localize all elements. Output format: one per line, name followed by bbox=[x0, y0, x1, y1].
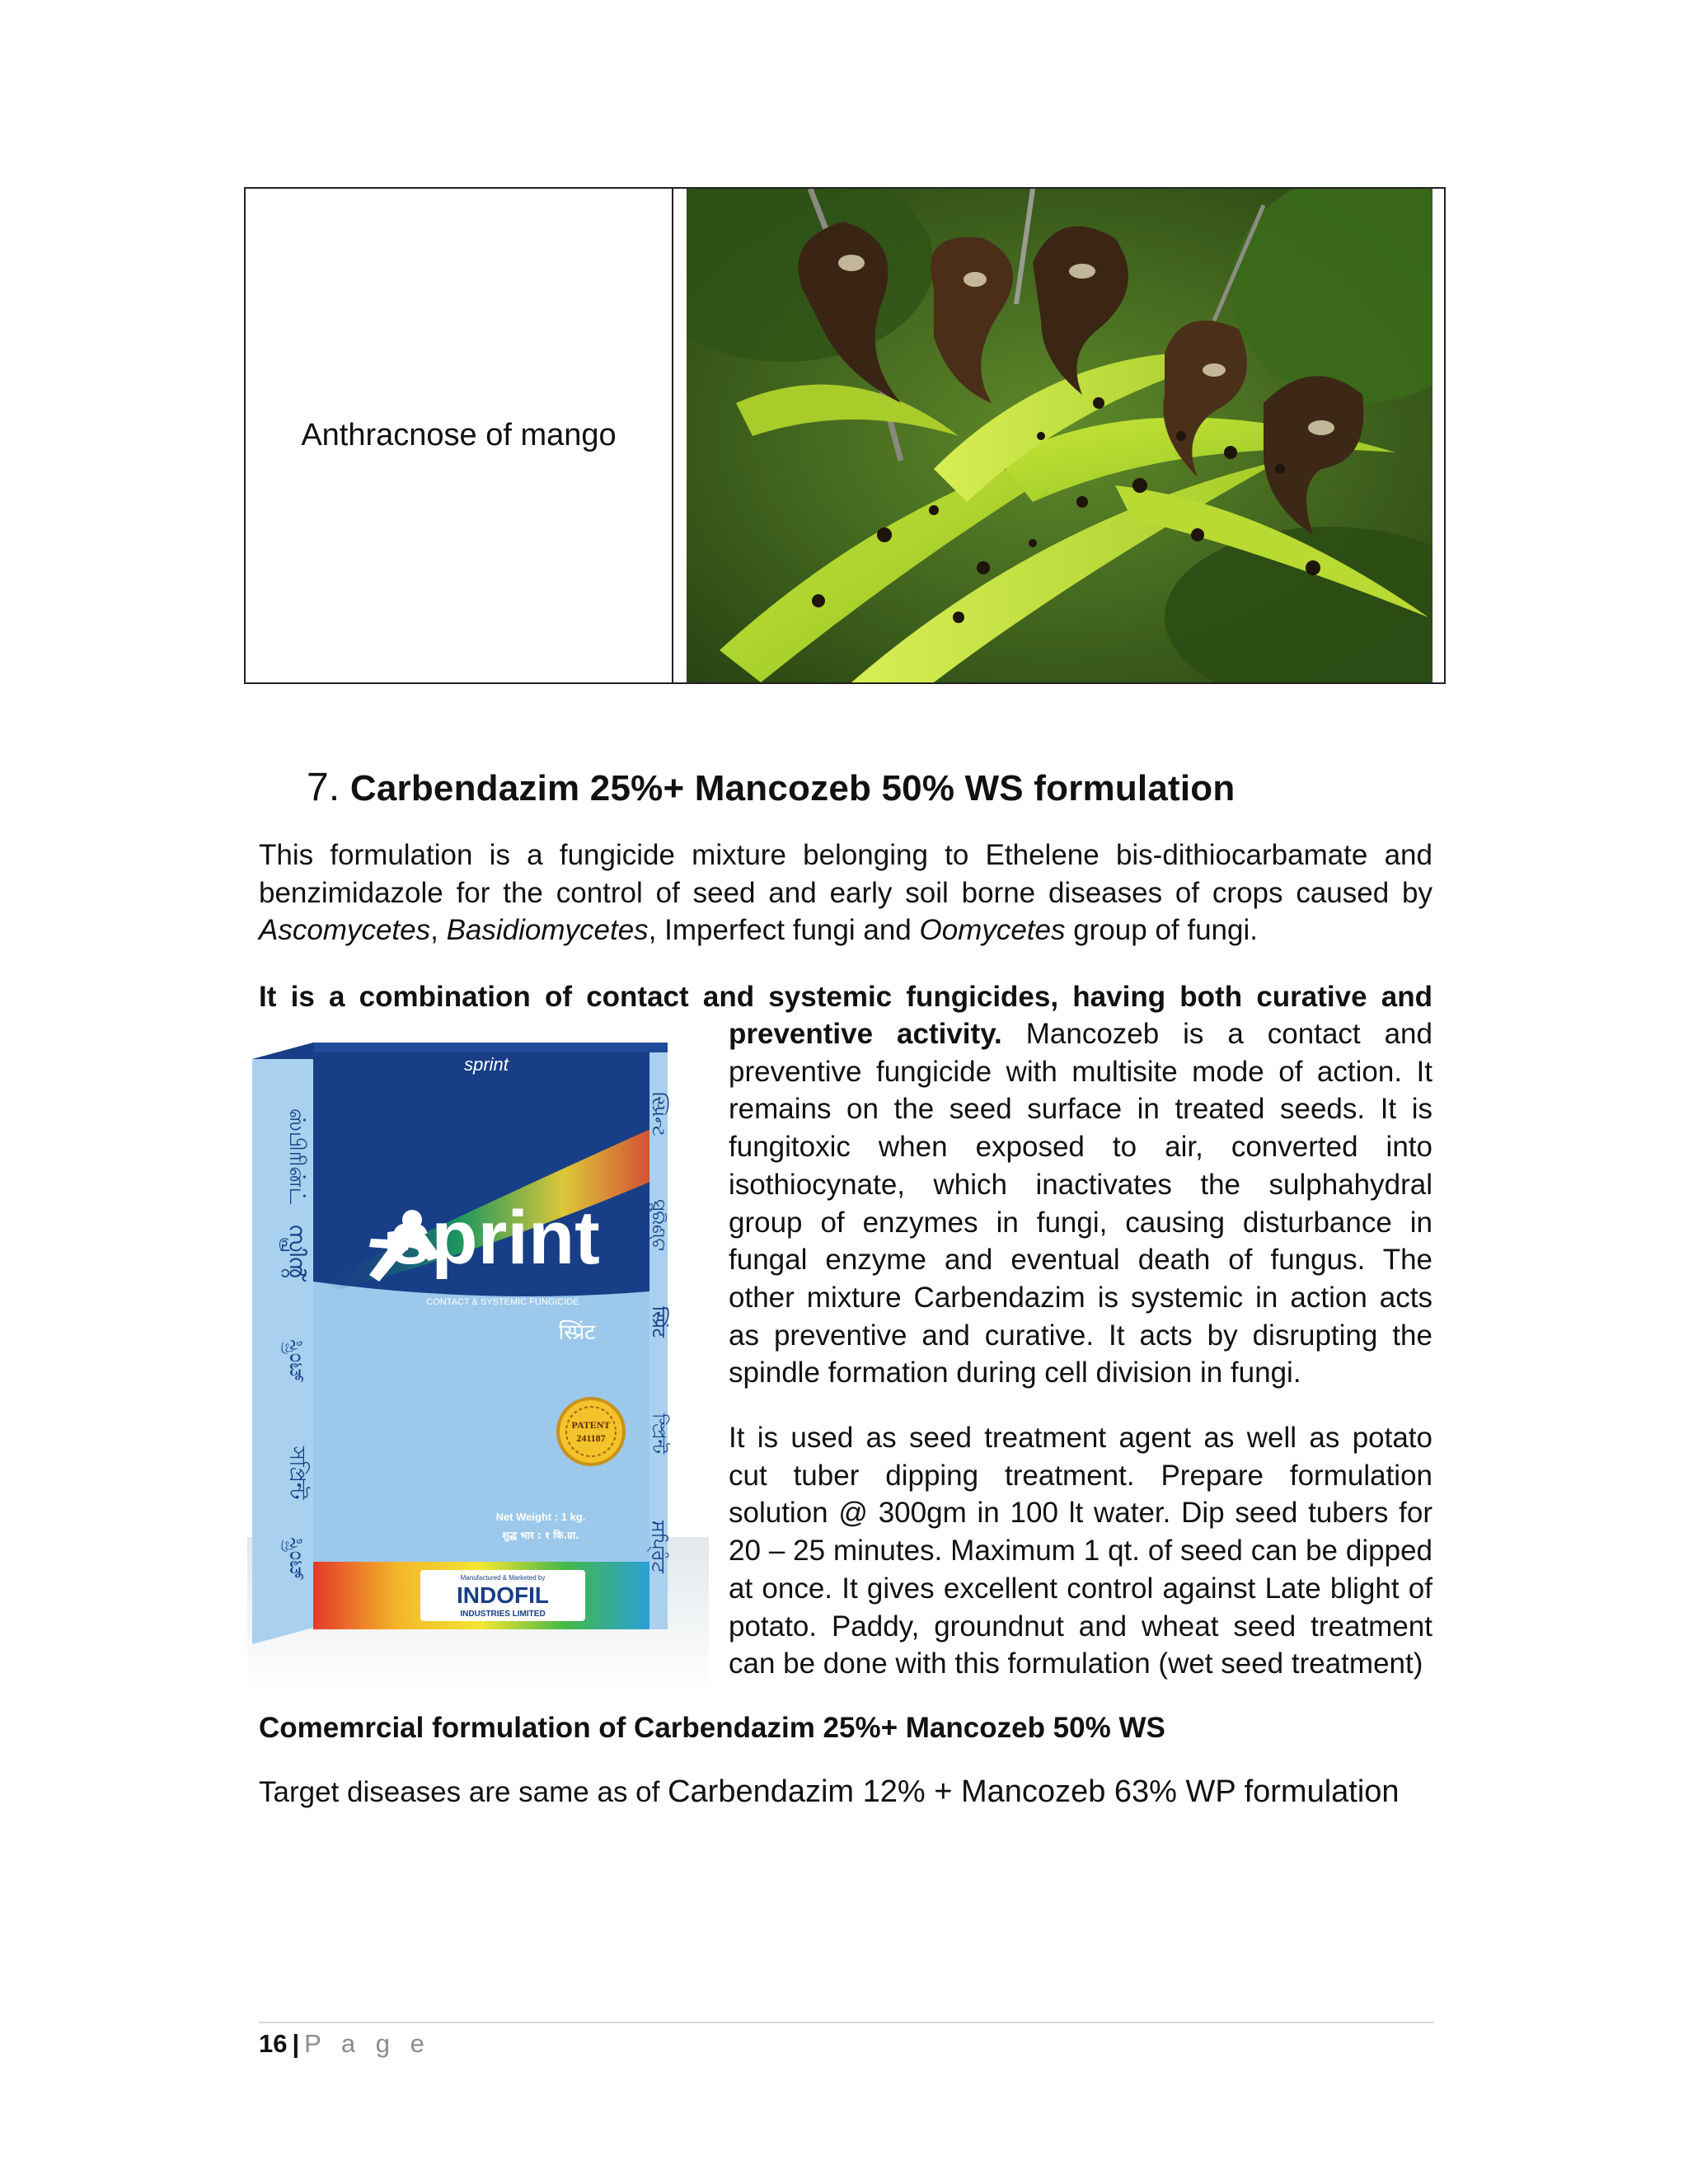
section-title: Carbendazim 25%+ Mancozeb 50% WS formulation bbox=[349, 768, 1236, 808]
disease-label: Anthracnose of mango bbox=[301, 418, 617, 452]
right-script-2: ସ୍ପ୍ରିଣ୍ଟ bbox=[648, 1199, 668, 1251]
footer-rule bbox=[259, 2022, 1434, 2023]
combination-text: Mancozeb is a contact and preventive fungicide with multisite mode of action. It remains on the seed surface in treated seeds. It is fungitoxic when exposed to air, converted into isothiocynate, which inactivates the sulphahydral group of enzymes in fungi, causing disturbance in fungal enzyme and eventual death of fungus. The other mixture Carbendazim is systemic in action acts as preventive and curative. It acts by disrupting the spindle formation during cell division in fungi. bbox=[729, 1018, 1432, 1390]
footer-separator: | bbox=[292, 2029, 300, 2058]
page-word: P a g e bbox=[304, 2029, 431, 2058]
combination-paragraph bbox=[729, 1015, 1432, 1392]
right-script-5: ਸਪ੍ਰਿੰਟ bbox=[648, 1521, 668, 1573]
intro-text-2: , Imperfect fungi and bbox=[648, 914, 920, 947]
preventive-activity: preventive activity. bbox=[729, 1018, 1002, 1050]
section-heading bbox=[307, 765, 1235, 810]
page-footer bbox=[259, 2029, 431, 2059]
intro-paragraph bbox=[259, 837, 1432, 949]
intro-basidiomycetes: Basidiomycetes bbox=[446, 914, 649, 947]
leaf-illustration bbox=[687, 189, 1432, 682]
box-net-weight: Net Weight : 1 kg. bbox=[495, 1511, 586, 1523]
left-script-4: সপ্রিন্ট bbox=[284, 1446, 309, 1500]
right-script-4: স্প্রিন্ট bbox=[648, 1413, 668, 1454]
usage-paragraph: It is used as seed treatment agent as well as potato cut tuber dipping treatment. Prepare formulation solution @ 300gm in 100 lt water. Dip seed tubers for 20 – 25 minutes. Maximum 1 qt. of seed can be dipped at once. It gives excellent control against Late blight of potato. Paddy, groundnut and wheat seed treatment can be done with this formulation (wet seed treatment) bbox=[729, 1422, 1432, 1680]
box-sub-brand: CONTACT & SYSTEMIC FUNGICIDE bbox=[426, 1297, 579, 1307]
box-net-weight-hindi: शुद्ध भार : १ कि.ग्रा. bbox=[502, 1530, 579, 1541]
target-diseases bbox=[259, 1774, 1400, 1810]
page-number: 16 bbox=[259, 2029, 288, 2058]
intro-text-1: This formulation is a fungicide mixture belonging to Ethelene bis-dithiocarbamate and benzimidazole for the control of seed and early soil borne diseases of crops caused by bbox=[259, 839, 1432, 909]
box-manufacturer-line: Manufactured & Marketed by bbox=[460, 1574, 546, 1582]
right-script-1: સ્પ્રિન્ટ bbox=[648, 1092, 668, 1137]
right-script-3: स्प्रिंट bbox=[648, 1306, 668, 1338]
left-script-1: ஸ்பிரின்ட் bbox=[284, 1108, 309, 1205]
box-manufacturer-sub: INDUSTRIES LIMITED bbox=[460, 1610, 546, 1619]
target-product: Carbendazim 12% + Mancozeb 63% WP formulation bbox=[668, 1774, 1400, 1809]
anthracnose-mango-photo bbox=[687, 189, 1432, 682]
intro-ascomycetes: Ascomycetes bbox=[259, 914, 431, 947]
patent-number: 241187 bbox=[576, 1432, 606, 1444]
combination-heading: It is a combination of contact and systemic fungicides, having both curative and bbox=[259, 981, 1432, 1013]
left-script-5: ಸ್ಪ್ರಿಂಟ್ bbox=[284, 1537, 309, 1582]
sprint-product-box bbox=[247, 1034, 709, 1694]
intro-oomycetes: Oomycetes bbox=[919, 914, 1066, 947]
section-number: 7. bbox=[307, 766, 340, 809]
left-script-2: സ്പ്രിൻ്റ് bbox=[284, 1224, 309, 1280]
box-brand: sprint bbox=[389, 1196, 600, 1280]
intro-comma: , bbox=[430, 914, 447, 947]
commercial-heading: Comemrcial formulation of Carbendazim 25%+ Mancozeb 50% WS bbox=[259, 1712, 1165, 1744]
table-divider bbox=[672, 187, 673, 684]
box-top-flap: sprint bbox=[464, 1054, 509, 1075]
box-hindi-name: स्प्रिंट bbox=[558, 1320, 596, 1345]
intro-text-3: group of fungi. bbox=[1065, 914, 1258, 947]
patent-label: PATENT bbox=[571, 1419, 611, 1431]
box-manufacturer: INDOFIL bbox=[457, 1582, 549, 1608]
target-prefix: Target diseases are same as of bbox=[259, 1776, 668, 1808]
product-box-illustration bbox=[247, 1034, 709, 1694]
left-script-3: ಸ್ಪ್ರಿಂಟ್ bbox=[284, 1339, 309, 1384]
